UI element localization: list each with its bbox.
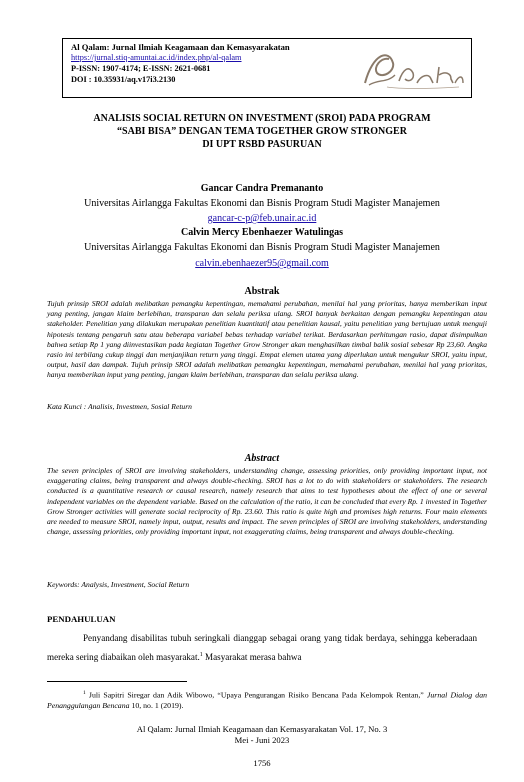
page-footer — [0, 724, 524, 746]
journal-name: Al Qalam: Jurnal Ilmiah Keagamaan dan Kemasyarakatan — [71, 42, 290, 52]
intro-paragraph — [47, 630, 477, 666]
paper-title-line-1: ANALISIS SOCIAL RETURN ON INVESTMENT (SROI) PADA PROGRAM — [93, 113, 431, 124]
intro-text-cont: Masyarakat merasa bahwa — [202, 652, 302, 663]
footnote-number: 1 — [83, 690, 86, 696]
abstrak-keywords: Kata Kunci : Analisis, Investmen, Sosial Return — [47, 402, 192, 411]
footnote — [47, 688, 487, 712]
footnote-journal: Jurnal Dialog dan Penanggulangan Bencana — [47, 690, 487, 711]
author-email-2[interactable]: calvin.ebenhaezer95@gmail.com — [195, 258, 329, 269]
author-affiliation-1: Universitas Airlangga Fakultas Ekonomi dan Bisnis Program Studi Magister Manajemen — [84, 198, 440, 209]
footnote-divider — [47, 681, 187, 682]
footer-date-line: Mei - Juni 2023 — [234, 735, 290, 745]
abstrak-body: Tujuh prinsip SROI adalah melibatkan pemangku kepentingan, memahami perubahan, menilai hal yang prioritas, hanya memberikan input yang penting, jangan klaim berlebihan, transparan dan selalu periksa ulang. SROI banyak berkaitan dengan pemangku kepentingan atau stakeholder. Penelitian yang dilakukan merupakan penelitian kuantitatif atau penelitian kausal, yaitu penelitian yang bertujuan untuk menguji hipotesis tentang pengaruh satu atau beberapa variabel bebas terhadap variabel terikat. Berdasarkan perhitungan rasio, dapat disimpulkan bahwa setiap Rp 1 yang diinvestasikan pada kegiatan Together Grow Stronger akan menghasilkan timbal balik sosial sebesar Rp 23,60. Angka rasio ini terbilang cukup tinggi dan menjanjikan return yang tinggi. Empat elemen utama yang diperlukan untuk mengukur SROI, yaitu input, output, hasil dan dampak. Tujuh prinsip SROI adalah melibatkan pemangku kepentingan, memahami perubahan, menilai hal yang prioritas, hanya memberikan input yang penting, jangan klaim berlebihan, transparan dan selalu periksa ulang. — [47, 299, 487, 380]
author-affiliation-2: Universitas Airlangga Fakultas Ekonomi dan Bisnis Program Studi Magister Manajemen — [84, 242, 440, 253]
al-qalam-logo — [359, 45, 467, 91]
abstrak-heading: Abstrak — [244, 286, 280, 297]
footnote-text-end: 10, no. 1 (2019). — [129, 701, 184, 711]
abstract-heading: Abstract — [244, 453, 280, 464]
page-number: 1756 — [253, 758, 271, 768]
section-heading-pendahuluan: PENDAHULUAN — [47, 614, 116, 624]
footnote-text: Juli Sapitri Siregar dan Adik Wibowo, “Upaya Pengurangan Risiko Bencana Pada Kelompok Rentan,” — [85, 690, 427, 700]
author-name-1: Gancar Candra Premananto — [200, 183, 324, 194]
author-name-2: Calvin Mercy Ebenhaezer Watulingas — [181, 227, 343, 238]
abstract-body: The seven principles of SROI are involving stakeholders, understanding change, assessing priorities, only providing important input, not exaggerating claims, being transparent and always double-checking. SROI has a lot to do with stakeholders or stakeholders. The research conducted is a quantitative research or causal research, namely research that aims to test hypotheses about the effect of one or several independent variables on the dependent variable. Based on the calculation of the ratio, it can be concluded that every Rp. 1 invested in Together Grow Stronger activities will generate social reciprocity of Rp. 23.60. This ratio is quite high and promises high returns. Four main elements are needed to measure SROI, namely input, output, results and impact. The seven principles of SROI are involving stakeholders, understanding change, assessing priorities, only providing important input, not exaggerating claims, being transparent and always double-checking. — [47, 466, 487, 537]
footer-journal-line: Al Qalam: Jurnal Ilmiah Keagamaan dan Kemasyarakatan Vol. 17, No. 3 — [136, 724, 388, 734]
paper-title-line-3: DI UPT RSBD PASURUAN — [202, 139, 322, 150]
journal-issn: P-ISSN: 1907-4174; E-ISSN: 2621-0681 — [71, 64, 211, 73]
abstract-keywords: Keywords: Analysis, Investment, Social Return — [47, 580, 190, 589]
journal-header — [62, 38, 472, 98]
paper-title-line-2: “SABI BISA” DENGAN TEMA TOGETHER GROW STRONGER — [117, 126, 407, 137]
journal-url-link[interactable]: https://jurnal.stiq-amuntai.ac.id/index.php/al-qalam — [71, 53, 242, 62]
intro-text: Penyandang disabilitas tubuh seringkali dianggap sebagai orang yang tidak berdaya, sehingga keberadaan mereka sering diabaikan oleh masyarakat. — [47, 633, 477, 663]
footnote-ref[interactable]: 1 — [199, 652, 203, 658]
author-email-1[interactable]: gancar-c-p@feb.unair.ac.id — [207, 213, 317, 224]
journal-doi: DOI : 10.35931/aq.v17i3.2130 — [71, 75, 176, 84]
